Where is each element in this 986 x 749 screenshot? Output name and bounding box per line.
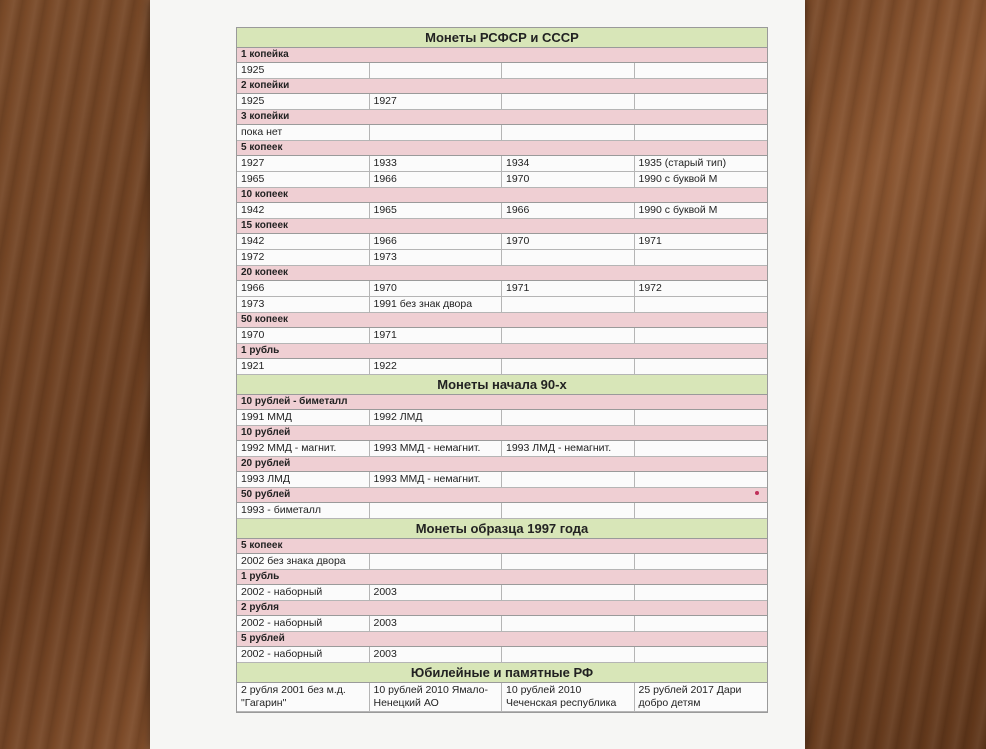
table-cell: 1927 — [370, 94, 503, 109]
table-cell — [502, 472, 635, 487]
table-row — [237, 281, 767, 297]
section-header: Монеты начала 90-х — [237, 375, 767, 395]
table-cell — [635, 616, 768, 631]
table-cell: 10 рублей 2010 Ямало-Ненецкий АО — [370, 683, 503, 711]
table-cell — [635, 297, 768, 312]
table-row — [237, 234, 767, 250]
table-row — [237, 94, 767, 110]
table-row — [237, 297, 767, 313]
section-header: Монеты РСФСР и СССР — [237, 28, 767, 48]
table-cell: 1973 — [370, 250, 503, 265]
table-row — [237, 156, 767, 172]
table-cell — [635, 503, 768, 518]
table-cell: 1992 ММД - магнит. — [237, 441, 370, 456]
table-cell: 2003 — [370, 647, 503, 662]
table-cell — [502, 554, 635, 569]
table-cell: 1971 — [638, 235, 662, 247]
table-row — [237, 441, 767, 457]
table-row — [237, 683, 767, 712]
denomination-row: 10 копеек — [237, 188, 767, 203]
table-cell — [502, 328, 635, 343]
table-cell — [502, 585, 635, 600]
table-cell: 1965 — [237, 172, 370, 187]
table-cell: 1973 — [237, 297, 370, 312]
table-row — [237, 63, 767, 79]
table-cell — [635, 410, 768, 425]
table-cell: 1972 — [638, 282, 662, 294]
denomination-row: 15 копеек — [237, 219, 767, 234]
denomination-row: 3 копейки — [237, 110, 767, 125]
table-cell: 1971 — [370, 328, 503, 343]
table-cell: пока нет — [237, 125, 370, 140]
table-cell: 1990 с буквой М — [638, 204, 718, 216]
table-cell — [635, 328, 768, 343]
section-header: Юбилейные и памятные РФ — [237, 663, 767, 683]
denomination-row: 5 копеек — [237, 141, 767, 156]
table-cell — [502, 297, 635, 312]
table-cell: 1990 с буквой М — [638, 173, 718, 185]
table-cell: 2002 - наборный — [237, 585, 370, 600]
table-cell — [635, 585, 768, 600]
table-cell — [635, 94, 768, 109]
table-cell: 1993 ММД - немагнит. — [370, 441, 503, 456]
table-cell: 1991 ММД — [237, 410, 370, 425]
table-cell: 1921 — [237, 359, 370, 374]
denomination-row: 2 рубля — [237, 601, 767, 616]
table-cell: 1993 ММД - немагнит. — [370, 472, 503, 487]
table-cell — [635, 359, 768, 374]
table-cell: 10 рублей 2010 Чеченская республика — [502, 683, 635, 711]
section-header: Монеты образца 1997 года — [237, 519, 767, 539]
denomination-row: 2 копейки — [237, 79, 767, 94]
table-row — [237, 250, 767, 266]
denomination-row: 50 рублей — [237, 488, 767, 503]
denomination-row: 1 рубль — [237, 344, 767, 359]
pink-ink-dot — [755, 491, 759, 495]
table-row — [237, 125, 767, 141]
table-row — [237, 172, 767, 188]
table-cell — [502, 125, 635, 140]
table-cell: 1933 — [370, 156, 503, 171]
table-row — [237, 203, 767, 219]
table-cell: 1992 ЛМД — [370, 410, 503, 425]
table-row — [237, 328, 767, 344]
table-cell: 1972 — [237, 250, 370, 265]
table-cell — [502, 503, 635, 518]
table-cell: 2003 — [370, 616, 503, 631]
denomination-row: 20 рублей — [237, 457, 767, 472]
table-cell: 1993 ЛМД - немагнит. — [502, 441, 635, 456]
table-cell: 1966 — [502, 203, 635, 218]
table-cell: 1966 — [370, 172, 503, 187]
table-cell — [502, 616, 635, 631]
denomination-row: 1 копейка — [237, 48, 767, 63]
table-row — [237, 554, 767, 570]
table-cell: 1966 — [237, 281, 370, 296]
table-cell — [635, 250, 768, 265]
table-cell: 1965 — [370, 203, 503, 218]
table-cell — [370, 554, 503, 569]
table-cell: 2002 без знака двора — [237, 554, 370, 569]
table-cell: 1942 — [237, 203, 370, 218]
table-cell — [502, 359, 635, 374]
table-cell: 1935 (старый тип) — [638, 157, 727, 169]
denomination-row: 5 копеек — [237, 539, 767, 554]
table-cell: 1925 — [237, 94, 370, 109]
table-cell — [502, 410, 635, 425]
table-cell — [502, 94, 635, 109]
table-cell — [635, 63, 768, 78]
table-cell — [370, 503, 503, 518]
table-cell: 25 рублей 2017 Дари добро детям — [638, 684, 742, 709]
table-row — [237, 359, 767, 375]
denomination-row: 50 копеек — [237, 313, 767, 328]
table-cell — [370, 125, 503, 140]
table-cell — [635, 647, 768, 662]
table-cell — [635, 554, 768, 569]
table-cell: 1942 — [237, 234, 370, 249]
denomination-row: 1 рубль — [237, 570, 767, 585]
table-cell: 1922 — [370, 359, 503, 374]
table-cell — [635, 125, 768, 140]
table-cell — [502, 250, 635, 265]
table-cell: 1970 — [370, 281, 503, 296]
table-cell: 1927 — [237, 156, 370, 171]
table-row — [237, 503, 767, 519]
denomination-row: 20 копеек — [237, 266, 767, 281]
table-cell: 1991 без знак двора — [370, 297, 503, 312]
table-row — [237, 647, 767, 663]
table-row — [237, 616, 767, 632]
table-cell: 1966 — [370, 234, 503, 249]
table-cell — [370, 63, 503, 78]
paper-sheet — [150, 0, 805, 749]
denomination-row: 10 рублей - биметалл — [237, 395, 767, 410]
table-cell: 1970 — [502, 172, 635, 187]
table-row — [237, 410, 767, 426]
denomination-row: 5 рублей — [237, 632, 767, 647]
table-cell: 1993 ЛМД — [237, 472, 370, 487]
table-row — [237, 472, 767, 488]
table-cell: 1934 — [502, 156, 635, 171]
table-cell: 1970 — [502, 234, 635, 249]
table-cell: 2002 - наборный — [237, 616, 370, 631]
table-cell: 2 рубля 2001 без м.д. "Гагарин" — [237, 683, 370, 711]
table-row — [237, 585, 767, 601]
table-cell — [502, 647, 635, 662]
table-cell: 1970 — [237, 328, 370, 343]
table-cell: 1925 — [237, 63, 370, 78]
table-cell: 1971 — [502, 281, 635, 296]
table-cell — [502, 63, 635, 78]
table-cell: 1993 - биметалл — [237, 503, 370, 518]
denomination-row: 10 рублей — [237, 426, 767, 441]
table-cell — [635, 472, 768, 487]
table-cell: 2002 - наборный — [237, 647, 370, 662]
table-cell — [635, 441, 768, 456]
coin-checklist-table — [236, 27, 768, 713]
table-cell: 2003 — [370, 585, 503, 600]
